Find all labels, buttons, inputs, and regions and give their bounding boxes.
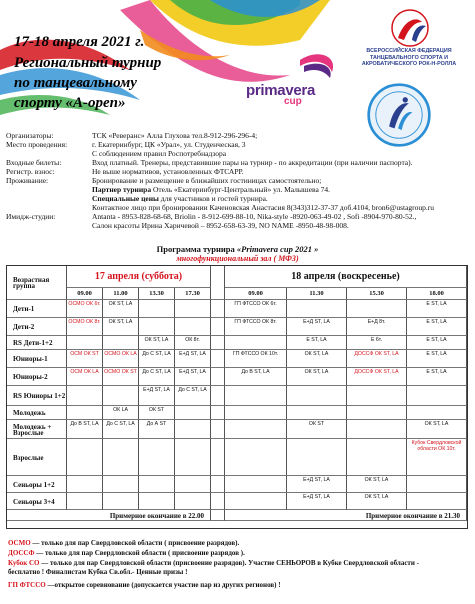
day1-slot: ОСМО ОК ST	[103, 368, 139, 386]
group-label: Сеньоры 1+2	[7, 476, 67, 493]
day2-slot: Е+Д ST, LA	[287, 493, 347, 510]
info-row-special-prices: Специальные цены для участников и гостей турнира.	[92, 194, 268, 203]
day2-slot: Е ST, LA	[287, 336, 347, 350]
info-row-partner: Партнер турнира Отель «Екатеринбург-Центральный» ул. Малышева 74.	[92, 185, 331, 194]
day1-slot	[67, 476, 103, 493]
group-label: RS Дети-1+2	[7, 336, 67, 350]
day2-slot	[347, 406, 407, 420]
day1-slot: До С ST, LA	[175, 386, 211, 406]
day1-slot	[103, 439, 139, 476]
day2-time-0: 09.00	[225, 288, 287, 300]
group-column-header: Возрастная группа	[7, 266, 67, 300]
day2-slot: Е+Д ST, LA	[287, 476, 347, 493]
day1-slot: До С ST, LA	[139, 350, 175, 368]
day2-slot	[347, 420, 407, 439]
group-label: Молодежь + Взрослые	[7, 420, 67, 439]
column-separator	[211, 476, 225, 493]
day1-slot	[67, 493, 103, 510]
day1-slot: До А ST	[139, 420, 175, 439]
day2-slot: Е ST, LA	[407, 350, 467, 368]
day2-slot: ДОССФ ОК ST, LA	[347, 368, 407, 386]
day1-slot: ОК LA	[103, 406, 139, 420]
day2-slot: ОК ST, LA	[347, 476, 407, 493]
info-row-booking-contact: Контактное лицо при бронировании Каченовская Анастасия 8(343)312-37-37 доб.4104, bron6@ustagroup.ru	[92, 203, 435, 212]
day1-slot	[67, 336, 103, 350]
event-info	[6, 131, 468, 230]
day1-time-0: 09.00	[67, 288, 103, 300]
day1-slot: ОК 8т.	[175, 336, 211, 350]
note-gp: ГП ФТССО —открытое соревнование (допускается участие пар из других регионов) !	[8, 581, 281, 589]
day1-slot: ОСМО ОК 6т.	[67, 300, 103, 318]
column-separator	[211, 266, 225, 300]
note-cup: Кубок СО — только для пар Свердловской области (присвоение разрядов). Участие СЕНЬОРОВ в Кубке Свердловской области - бесплатно ! Финалистам Кубка Св.обл.- Ценные призы !	[8, 559, 419, 576]
day2-slot: ОК ST, LA	[347, 493, 407, 510]
day2-end-time: Примерное окончание в 21.30	[225, 510, 467, 521]
info-row-tickets: Входные билеты: Вход платный. Тренеры, представившие пары на турнир - по аккредитации (при наличии паспорта).	[6, 158, 413, 167]
day1-slot: Е+Д ST, LA	[139, 386, 175, 406]
group-label: Юниоры-2	[7, 368, 67, 386]
day1-end-time: Примерное окончание в 22.00	[7, 510, 211, 521]
day1-slot	[103, 476, 139, 493]
day2-slot	[225, 420, 287, 439]
day1-slot	[103, 336, 139, 350]
day2-slot: Е ST, LA	[407, 336, 467, 350]
day2-slot: ГП ФТССО ОК 8т.	[225, 318, 287, 336]
program-subheading: многофункциональный зал ( МФЗ)	[176, 254, 299, 263]
note-osmo: ОСМО — только для пар Свердловской области ( присвоение разрядов).	[8, 539, 240, 547]
event-dates: 17-18 апреля 2021 г.	[14, 34, 145, 50]
day1-slot: ОСМО ОК 8т.	[67, 318, 103, 336]
day2-slot: Кубок Свердловской области ОК 10т.	[407, 439, 467, 476]
column-separator	[211, 510, 225, 521]
day2-slot: ДОССФ ОК ST, LA	[347, 350, 407, 368]
day2-time-3: 18.00	[407, 288, 467, 300]
day2-slot	[287, 386, 347, 406]
info-row-venue: Место проведения: г. Екатеринбург, ЦК «Урал», ул. Студенческая, 3	[6, 140, 246, 149]
day2-time-2: 15.30	[347, 288, 407, 300]
program-heading: Программа турнира «Primavera cup 2021 »	[156, 244, 319, 254]
day2-slot	[347, 386, 407, 406]
day1-slot	[175, 493, 211, 510]
day1-time-2: 13.30	[139, 288, 175, 300]
day2-slot: ОК ST, LA	[287, 368, 347, 386]
day2-slot: ОК ST, LA	[287, 350, 347, 368]
day2-slot	[407, 476, 467, 493]
info-row-organizers: Организаторы: ТСК «Реверанс» Алла Глухова тел.8-912-296-296-4;	[6, 131, 258, 140]
day2-slot: До В ST, LA	[225, 368, 287, 386]
group-label: Дети-2	[7, 318, 67, 336]
federation-name: ВСЕРОССИЙСКАЯ ФЕДЕРАЦИЯ ТАНЦЕВАЛЬНОГО СПОРТА И АКРОБАТИЧЕСКОГО РОК-Н-РОЛЛА	[361, 48, 457, 68]
day1-slot: ОСМО ОК LA	[103, 350, 139, 368]
group-label: Молодежь	[7, 406, 67, 420]
day2-slot: ОК ST, LA	[407, 420, 467, 439]
day1-slot	[175, 476, 211, 493]
day1-slot: До В ST, LA	[67, 420, 103, 439]
day2-slot: Е 6т.	[347, 336, 407, 350]
day1-slot	[175, 406, 211, 420]
day2-slot: Е+Д ST, LA	[287, 318, 347, 336]
day1-slot	[103, 493, 139, 510]
info-row-fee: Регистр. взнос: Не выше нормативов, установленных ФТСАРР.	[6, 167, 244, 176]
day2-slot	[225, 406, 287, 420]
day1-slot: ОК ST, LA	[103, 300, 139, 318]
event-title-line-1: Региональный турнир	[14, 55, 162, 71]
day1-slot	[103, 386, 139, 406]
day1-time-1: 11.00	[103, 288, 139, 300]
schedule-table	[6, 265, 468, 529]
day1-slot	[139, 476, 175, 493]
primavera-logo-subtext: cup	[284, 96, 302, 107]
group-label: RS Юниоры 1+2	[7, 386, 67, 406]
day1-slot	[139, 300, 175, 318]
day2-slot	[225, 336, 287, 350]
day1-slot: Е+Д ST, LA	[175, 350, 211, 368]
day1-slot: До С ST, LA	[139, 368, 175, 386]
day2-slot	[347, 300, 407, 318]
day1-slot: ОСМ ОК LA	[67, 368, 103, 386]
day2-slot	[225, 386, 287, 406]
day2-slot	[347, 439, 407, 476]
day1-slot: ОК ST	[139, 406, 175, 420]
footnotes	[8, 539, 468, 591]
day2-header: 18 апреля (воскресенье)	[225, 266, 467, 288]
day1-slot	[67, 439, 103, 476]
day2-time-1: 11.30	[287, 288, 347, 300]
column-separator	[211, 406, 225, 420]
info-row-salon: Салон красоты Ирина Харичевой – 8952-658-63-39, NO NAME -8950-48-98-008.	[92, 221, 349, 230]
day2-slot	[407, 406, 467, 420]
day1-slot	[175, 300, 211, 318]
column-separator	[211, 350, 225, 368]
day1-time-3: 17.30	[175, 288, 211, 300]
primavera-logo-text: primavera	[246, 82, 316, 99]
day1-slot	[139, 318, 175, 336]
day2-slot: ГП ФТССО ОК 6т.	[225, 300, 287, 318]
day1-slot	[175, 318, 211, 336]
day2-slot: Е ST, LA	[407, 300, 467, 318]
column-separator	[211, 420, 225, 439]
column-separator	[211, 386, 225, 406]
day2-slot	[225, 476, 287, 493]
info-row-stay: Проживание: Бронирование и размещение в ближайших гостиницах самостоятельно;	[6, 176, 322, 185]
day2-slot	[407, 386, 467, 406]
group-label: Юниоры-1	[7, 350, 67, 368]
day1-slot	[67, 406, 103, 420]
day1-header: 17 апреля (суббота)	[67, 266, 211, 288]
day2-slot	[287, 406, 347, 420]
day1-slot	[67, 386, 103, 406]
column-separator	[211, 439, 225, 476]
event-title-line-2: по танцевальному	[14, 75, 137, 91]
day2-slot: Е ST, LA	[407, 318, 467, 336]
day1-slot: ОК ST, LA	[139, 336, 175, 350]
day1-slot: ОК ST, LA	[103, 318, 139, 336]
day2-slot	[225, 493, 287, 510]
day2-slot: ОК ST	[287, 420, 347, 439]
day1-slot	[175, 439, 211, 476]
column-separator	[211, 336, 225, 350]
group-label: Сеньоры 3+4	[7, 493, 67, 510]
note-dossf: ДОССФ — только для пар Свердловской области ( присвоение разрядов ).	[8, 549, 245, 557]
column-separator	[211, 300, 225, 318]
column-separator	[211, 368, 225, 386]
column-separator	[211, 493, 225, 510]
info-row-venue-note: С соблюдением правил Роспотребнадзора	[92, 149, 227, 158]
group-label: Взрослые	[7, 439, 67, 476]
day1-slot	[139, 493, 175, 510]
column-separator	[211, 318, 225, 336]
day2-slot: Е+Д 8т.	[347, 318, 407, 336]
day2-slot	[287, 300, 347, 318]
day1-slot: Е+Д ST, LA	[175, 368, 211, 386]
day1-slot: ОСМ ОК ST	[67, 350, 103, 368]
day2-slot	[225, 439, 287, 476]
day2-slot: Е ST, LA	[407, 368, 467, 386]
event-title-line-3: спорту «A-open»	[14, 95, 126, 111]
day1-slot	[175, 420, 211, 439]
info-row-style-studios: Имидж-студии: Antanta - 8953-828-68-68, Briolin - 8-912-699-88-10, Nika-style -8920-063-49-02 , Sofi -8904-970-80-52.,	[6, 212, 417, 221]
day1-slot	[139, 439, 175, 476]
group-label: Дети-1	[7, 300, 67, 318]
day2-slot: ГП ФТССО ОК 10т.	[225, 350, 287, 368]
day2-slot	[287, 439, 347, 476]
day1-slot: До С ST, LA	[103, 420, 139, 439]
day2-slot	[407, 493, 467, 510]
